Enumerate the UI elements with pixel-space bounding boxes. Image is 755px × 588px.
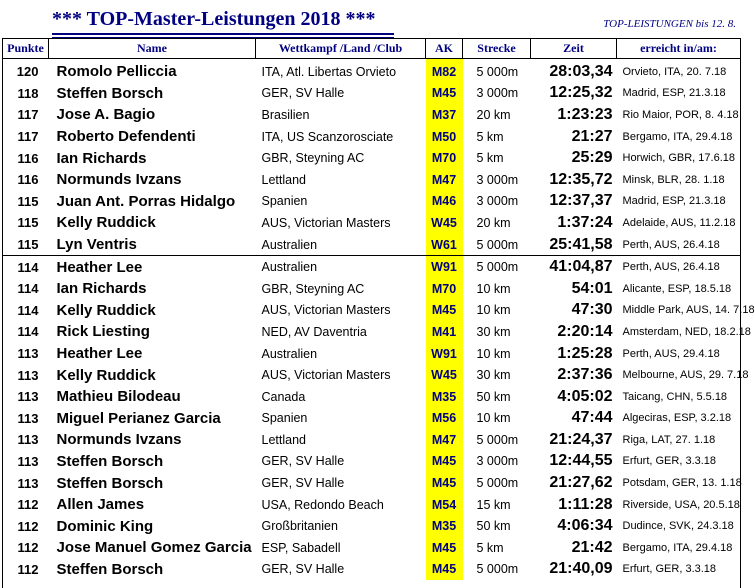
cell-club: AUS, Victorian Masters xyxy=(261,303,391,318)
cell-name: Normunds Ivzans xyxy=(56,171,182,189)
table-row xyxy=(3,191,741,213)
cell-zeit: 41:04,87 xyxy=(531,256,617,278)
cell-strecke: 3 000m xyxy=(476,194,519,209)
cell-ak: M45 xyxy=(426,559,463,581)
cell-punkte: 117 xyxy=(17,107,39,123)
cell-strecke: 15 km xyxy=(476,497,511,512)
cell-ak: W61 xyxy=(426,234,463,256)
cell-erreicht: Bergamo, ITA, 29.4.18 xyxy=(622,541,733,554)
cell-ak: M70 xyxy=(426,147,463,169)
cell-name: Kelly Ruddick xyxy=(56,301,156,319)
cell-club: Lettland xyxy=(261,432,306,447)
cell-punkte: 114 xyxy=(3,256,49,278)
cell-erreicht: Riga, LAT, 27. 1.18 xyxy=(622,433,716,446)
table-row xyxy=(3,234,741,256)
cell-ak: W91 xyxy=(426,256,463,278)
cell-punkte: 115 xyxy=(17,215,39,231)
header-erreicht: erreicht in/am: xyxy=(617,39,741,59)
cell-punkte: 115 xyxy=(17,193,39,209)
table-row xyxy=(3,212,741,234)
cell-erreicht: Perth, AUS, 29.4.18 xyxy=(622,347,720,360)
cell-strecke: 10 km xyxy=(476,411,511,426)
cell-name: Steffen Borsch xyxy=(56,560,164,578)
cell-zeit: 47:30 xyxy=(571,301,613,319)
cell-erreicht: Madrid, ESP, 21.3.18 xyxy=(622,195,726,208)
cell-zeit: 1:11:28 xyxy=(558,495,613,513)
cell-ak: M70 xyxy=(426,278,463,300)
cell-erreicht: Melbourne, AUS, 29. 7.18 xyxy=(622,369,749,382)
cell-strecke: 5 000m xyxy=(476,64,519,79)
cell-name: Normunds Ivzans xyxy=(56,431,182,449)
header-zeit: Zeit xyxy=(531,39,617,59)
cell-name: Jose A. Bagio xyxy=(56,106,156,124)
cell-name: Rick Liesting xyxy=(56,323,150,341)
cell-zeit: 1:25:28 xyxy=(557,344,613,362)
cell-club: GER, SV Halle xyxy=(261,454,345,469)
table-header-row xyxy=(3,39,741,59)
table-row xyxy=(3,408,741,430)
table-row xyxy=(3,472,741,494)
table-row xyxy=(3,386,741,408)
table-row xyxy=(3,537,741,559)
header-club: Wettkampf /Land /Club xyxy=(256,39,426,59)
cell-strecke: 5 000m xyxy=(476,432,519,447)
cell-zeit: 21:27,62 xyxy=(549,474,613,492)
cell-strecke: 30 km xyxy=(476,368,511,383)
table-row xyxy=(3,515,741,537)
cell-name: Heather Lee xyxy=(56,345,143,363)
cell-club: ESP, Sabadell xyxy=(261,540,341,555)
cell-erreicht: Erfurt, GER, 3.3.18 xyxy=(622,455,717,468)
cell-ak: M50 xyxy=(426,126,463,148)
cell-zeit: 4:05:02 xyxy=(557,387,613,405)
cell-zeit: 12:25,32 xyxy=(549,84,613,102)
cell-ak: M47 xyxy=(426,429,463,451)
cell-club: Großbritanien xyxy=(261,519,338,534)
cell-name: Juan Ant. Porras Hidalgo xyxy=(56,192,236,210)
cell-strecke: 10 km xyxy=(476,303,511,318)
cell-strecke: 5 000m xyxy=(476,562,519,577)
cell-punkte: 113 xyxy=(17,475,39,491)
cell-strecke: 3 000m xyxy=(476,454,519,469)
cell-strecke: 3 000m xyxy=(476,172,519,187)
cell-zeit: 2:37:36 xyxy=(557,366,613,384)
cell-name: Steffen Borsch xyxy=(56,452,164,470)
cell-erreicht: Potsdam, GER, 13. 1.18 xyxy=(622,477,742,490)
table-row xyxy=(3,451,741,473)
cell-name: Miguel Perianez Garcia xyxy=(56,409,221,427)
cell-zeit: 21:27 xyxy=(571,127,613,145)
cell-ak: W45 xyxy=(426,212,463,234)
table-row xyxy=(3,104,741,126)
cell-punkte: 114 xyxy=(17,302,39,318)
cell-club: AUS, Victorian Masters xyxy=(261,215,391,230)
cell-ak: M35 xyxy=(426,386,463,408)
cell-zeit: 21:40,09 xyxy=(549,560,613,578)
cell-strecke: 20 km xyxy=(476,107,511,122)
cell-punkte: 114 xyxy=(17,281,39,297)
header-name: Name xyxy=(49,39,256,59)
cell-ak: M37 xyxy=(426,104,463,126)
cell-strecke: 30 km xyxy=(476,324,511,339)
cell-zeit: 47:44 xyxy=(571,409,613,427)
table-row xyxy=(3,83,741,105)
cell-punkte: 113 xyxy=(17,346,39,362)
cell-punkte: 112 xyxy=(17,497,39,513)
cell-strecke: 3 000m xyxy=(476,86,519,101)
cell-strecke: 5 000m xyxy=(463,256,531,278)
cell-punkte: 113 xyxy=(17,410,39,426)
cell-erreicht: Adelaide, AUS, 11.2.18 xyxy=(622,216,736,229)
cell-ak: W91 xyxy=(426,343,463,365)
cell-ak: M45 xyxy=(426,472,463,494)
table-left-border xyxy=(2,38,3,588)
cell-strecke: 5 km xyxy=(476,540,504,555)
table-row xyxy=(3,364,741,386)
table-row xyxy=(3,494,741,516)
table-row xyxy=(3,343,741,365)
cell-club: NED, AV Daventria xyxy=(261,324,367,339)
cell-strecke: 5 000m xyxy=(476,476,519,491)
cell-erreicht: Rio Maior, POR, 8. 4.18 xyxy=(622,108,739,121)
cell-punkte: 112 xyxy=(17,561,39,577)
cell-ak: M45 xyxy=(426,300,463,322)
cell-club: ITA, US Scanzorosciate xyxy=(261,129,394,144)
cell-name: Ian Richards xyxy=(56,149,147,167)
cell-club: Brasilien xyxy=(261,107,310,122)
cell-erreicht: Erfurt, GER, 3.3.18 xyxy=(622,563,717,576)
cell-club: Spanien xyxy=(261,194,308,209)
cell-erreicht: Bergamo, ITA, 29.4.18 xyxy=(622,130,733,143)
cell-club: Canada xyxy=(261,389,306,404)
cell-zeit: 1:37:24 xyxy=(557,213,613,231)
cell-punkte: 117 xyxy=(17,129,39,145)
table-row xyxy=(3,321,741,343)
cell-club: Australien xyxy=(261,346,318,361)
cell-zeit: 4:06:34 xyxy=(557,517,613,535)
cell-ak: M82 xyxy=(426,59,463,83)
table-row xyxy=(3,559,741,581)
cell-zeit: 12:35,72 xyxy=(549,170,613,188)
cell-ak: M56 xyxy=(426,408,463,430)
cell-name: Lyn Ventris xyxy=(56,236,137,254)
cell-strecke: 5 km xyxy=(476,151,504,166)
cell-zeit: 21:42 xyxy=(571,538,613,556)
cell-name: Roberto Defendenti xyxy=(56,128,196,146)
table-row xyxy=(3,169,741,191)
cell-club: GBR, Steyning AC xyxy=(261,281,365,296)
header-punkte: Punkte xyxy=(3,39,49,59)
cell-name: Steffen Borsch xyxy=(56,84,164,102)
table-row xyxy=(3,278,741,300)
cell-punkte: 120 xyxy=(16,64,39,80)
cell-punkte: 116 xyxy=(17,172,39,188)
cell-punkte: 112 xyxy=(17,518,39,534)
cell-club: USA, Redondo Beach xyxy=(261,497,384,512)
cell-club: GER, SV Halle xyxy=(261,476,345,491)
cell-name: Heather Lee xyxy=(49,256,256,278)
cell-zeit: 25:29 xyxy=(571,149,613,167)
cell-erreicht: Amsterdam, NED, 18.2.18 xyxy=(622,325,751,338)
cell-erreicht: Horwich, GBR, 17.6.18 xyxy=(622,152,735,165)
cell-erreicht: Minsk, BLR, 28. 1.18 xyxy=(622,173,725,186)
cell-erreicht: Middle Park, AUS, 14. 7.18 xyxy=(622,304,755,317)
results-table xyxy=(2,38,755,580)
cell-erreicht: Riverside, USA, 20.5.18 xyxy=(622,498,740,511)
cell-erreicht: Perth, AUS, 26.4.18 xyxy=(622,238,720,251)
cell-zeit: 21:24,37 xyxy=(549,430,613,448)
cell-punkte: 118 xyxy=(17,85,39,101)
cell-name: Mathieu Bilodeau xyxy=(56,388,181,406)
cell-punkte: 114 xyxy=(17,324,39,340)
cell-strecke: 5 km xyxy=(476,129,504,144)
page-subtitle: TOP-LEISTUNGEN bis 12. 8. xyxy=(603,18,736,30)
cell-club: GER, SV Halle xyxy=(261,86,345,101)
cell-club: GER, SV Halle xyxy=(261,562,345,577)
table-row xyxy=(3,429,741,451)
cell-club: Australien xyxy=(256,256,426,278)
cell-name: Romolo Pelliccia xyxy=(56,63,177,81)
cell-ak: M46 xyxy=(426,191,463,213)
cell-erreicht: Taicang, CHN, 5.5.18 xyxy=(622,390,728,403)
cell-zeit: 2:20:14 xyxy=(557,322,613,340)
cell-punkte: 113 xyxy=(17,453,39,469)
cell-ak: W45 xyxy=(426,364,463,386)
cell-strecke: 10 km xyxy=(476,346,511,361)
cell-zeit: 12:44,55 xyxy=(549,452,613,470)
cell-name: Allen James xyxy=(56,496,145,514)
cell-ak: M54 xyxy=(426,494,463,516)
cell-strecke: 20 km xyxy=(476,215,511,230)
cell-strecke: 5 000m xyxy=(476,237,519,252)
cell-strecke: 50 km xyxy=(476,389,511,404)
cell-club: Lettland xyxy=(261,172,306,187)
header-strecke: Strecke xyxy=(463,39,531,59)
table-right-border xyxy=(740,38,741,588)
cell-ak: M45 xyxy=(426,451,463,473)
cell-club: GBR, Steyning AC xyxy=(261,151,365,166)
cell-punkte: 112 xyxy=(17,540,39,556)
cell-name: Ian Richards xyxy=(56,280,147,298)
table-row xyxy=(3,147,741,169)
cell-club: ITA, Atl. Libertas Orvieto xyxy=(261,64,397,79)
cell-club: Australien xyxy=(261,237,318,252)
cell-club: AUS, Victorian Masters xyxy=(261,368,391,383)
cell-erreicht: Madrid, ESP, 21.3.18 xyxy=(622,87,726,100)
cell-zeit: 1:23:23 xyxy=(557,105,613,123)
cell-punkte: 116 xyxy=(17,150,39,166)
cell-ak: M41 xyxy=(426,321,463,343)
title-underline xyxy=(52,33,394,35)
cell-zeit: 25:41,58 xyxy=(549,235,613,253)
cell-ak: M45 xyxy=(426,537,463,559)
page-title: *** TOP-Master-Leistungen 2018 *** xyxy=(52,8,376,30)
table-row xyxy=(3,59,741,83)
cell-ak: M47 xyxy=(426,169,463,191)
cell-strecke: 50 km xyxy=(476,519,511,534)
table-row xyxy=(3,256,741,278)
cell-ak: M35 xyxy=(426,515,463,537)
cell-erreicht: Dudince, SVK, 24.3.18 xyxy=(622,520,734,533)
cell-zeit: 54:01 xyxy=(571,279,613,297)
cell-zeit: 12:37,37 xyxy=(549,192,613,210)
cell-ak: M45 xyxy=(426,83,463,105)
cell-erreicht: Orvieto, ITA, 20. 7.18 xyxy=(622,65,727,78)
cell-erreicht: Alicante, ESP, 18.5.18 xyxy=(622,282,732,295)
cell-punkte: 113 xyxy=(17,367,39,383)
cell-punkte: 115 xyxy=(17,237,39,253)
cell-name: Kelly Ruddick xyxy=(56,214,156,232)
cell-erreicht: Perth, AUS, 26.4.18 xyxy=(617,256,741,278)
table-row xyxy=(3,300,741,322)
table-row xyxy=(3,126,741,148)
cell-name: Jose Manuel Gomez Garcia xyxy=(56,539,252,557)
cell-punkte: 113 xyxy=(17,389,39,405)
cell-strecke: 10 km xyxy=(476,281,511,296)
cell-club: Spanien xyxy=(261,411,308,426)
cell-name: Dominic King xyxy=(56,517,154,535)
header-ak: AK xyxy=(426,39,463,59)
cell-zeit: 28:03,34 xyxy=(549,62,613,80)
cell-name: Kelly Ruddick xyxy=(56,366,156,384)
cell-punkte: 113 xyxy=(17,432,39,448)
cell-erreicht: Algeciras, ESP, 3.2.18 xyxy=(622,412,732,425)
cell-name: Steffen Borsch xyxy=(56,474,164,492)
